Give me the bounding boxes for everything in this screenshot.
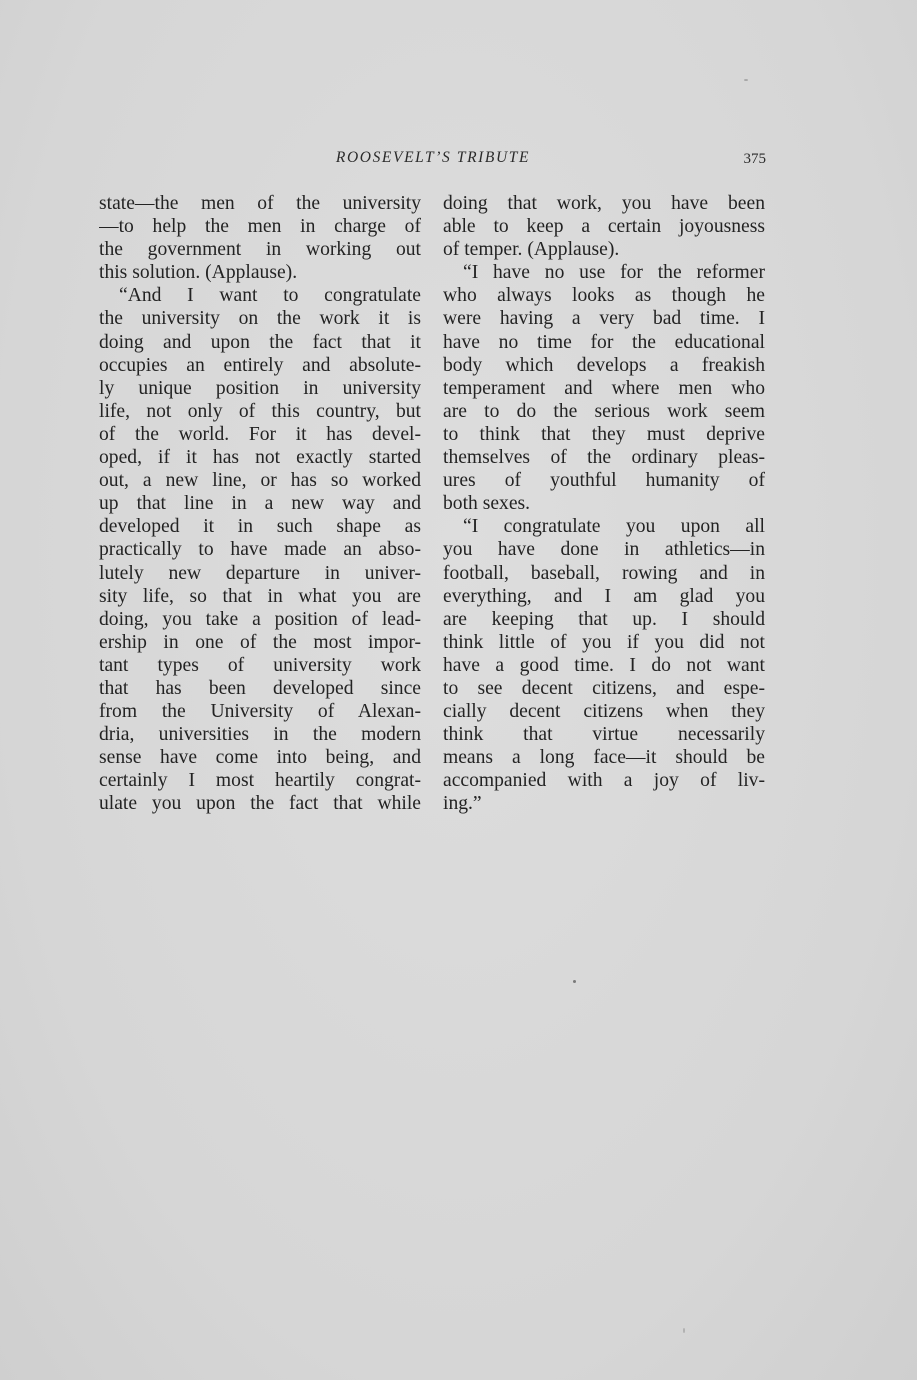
page-number: 375 <box>743 151 766 167</box>
text-line: certainly I most heartily congrat- <box>99 770 421 792</box>
text-line: you have done in athletics—in <box>443 539 765 561</box>
text-line: lutely new departure in univer- <box>99 562 421 584</box>
text-line: developed it in such shape as <box>99 516 421 538</box>
text-line: ly unique position in university <box>99 377 421 399</box>
page-header <box>100 146 766 170</box>
text-line: of temper. (Applause). <box>443 239 620 261</box>
text-line: from the University of Alexan- <box>99 701 421 723</box>
running-title: ROOSEVELT’S TRIBUTE <box>335 149 531 166</box>
text-line: are to do the serious work seem <box>443 400 765 422</box>
text-line: this solution. (Applause). <box>99 262 298 284</box>
text-line: “I congratulate you upon all <box>463 516 765 538</box>
text-line: body which develops a freakish <box>443 354 765 376</box>
left-text-column <box>99 192 421 816</box>
text-line: “And I want to congratulate <box>119 285 421 307</box>
text-line: are keeping that up. I should <box>443 608 765 630</box>
text-line: were having a very bad time. I <box>443 308 765 330</box>
text-line: both sexes. <box>443 493 531 515</box>
text-line: state—the men of the university <box>99 193 421 214</box>
text-line: out, a new line, or has so worked <box>99 470 421 492</box>
text-line: football, baseball, rowing and in <box>443 562 765 584</box>
text-line: occupies an entirely and absolute- <box>99 354 421 376</box>
paper-speck <box>744 79 748 81</box>
text-line: who always looks as though he <box>443 285 765 307</box>
text-line: tant types of university work <box>99 654 421 676</box>
text-line: the university on the work it is <box>99 308 421 330</box>
text-line: up that line in a new way and <box>99 493 421 515</box>
text-line: ures of youthful humanity of <box>443 470 765 492</box>
text-line: that has been developed since <box>99 677 421 699</box>
text-line: themselves of the ordinary pleas- <box>443 447 765 469</box>
text-line: able to keep a certain joyousness <box>443 216 765 238</box>
text-line: accompanied with a joy of liv- <box>443 770 765 792</box>
text-line: means a long face—it should be <box>443 747 765 769</box>
text-line: doing and upon the fact that it <box>99 331 421 353</box>
text-line: ulate you upon the fact that while <box>99 793 421 815</box>
right-text-column <box>443 192 765 816</box>
text-line: doing, you take a position of lead- <box>99 608 421 630</box>
text-line: life, not only of this country, but <box>99 400 421 422</box>
text-line: think that virtue necessarily <box>443 724 765 746</box>
text-line: sense have come into being, and <box>99 747 421 769</box>
paper-speck <box>683 1328 685 1333</box>
text-line: oped, if it has not exactly started <box>99 447 421 469</box>
text-line: to see decent citizens, and espe- <box>443 677 765 699</box>
paper-speck <box>573 980 576 983</box>
text-line: doing that work, you have been <box>443 193 765 214</box>
text-line: temperament and where men who <box>443 377 765 399</box>
text-line: of the world. For it has devel- <box>99 423 421 445</box>
text-line: “I have no use for the reformer <box>463 262 765 284</box>
text-line: sity life, so that in what you are <box>99 585 421 607</box>
text-line: to think that they must deprive <box>443 423 765 445</box>
text-line: the government in working out <box>99 239 421 261</box>
text-line: have a good time. I do not want <box>443 654 765 676</box>
text-line: ership in one of the most impor- <box>99 631 421 653</box>
text-line: cially decent citizens when they <box>443 701 765 723</box>
text-line: everything, and I am glad you <box>443 585 765 607</box>
text-line: have no time for the educational <box>443 331 765 353</box>
text-line: dria, universities in the modern <box>99 724 421 746</box>
text-line: think little of you if you did not <box>443 631 765 653</box>
text-line: —to help the men in charge of <box>99 216 421 238</box>
text-line: practically to have made an abso- <box>99 539 421 561</box>
text-line: ing.” <box>443 793 482 815</box>
